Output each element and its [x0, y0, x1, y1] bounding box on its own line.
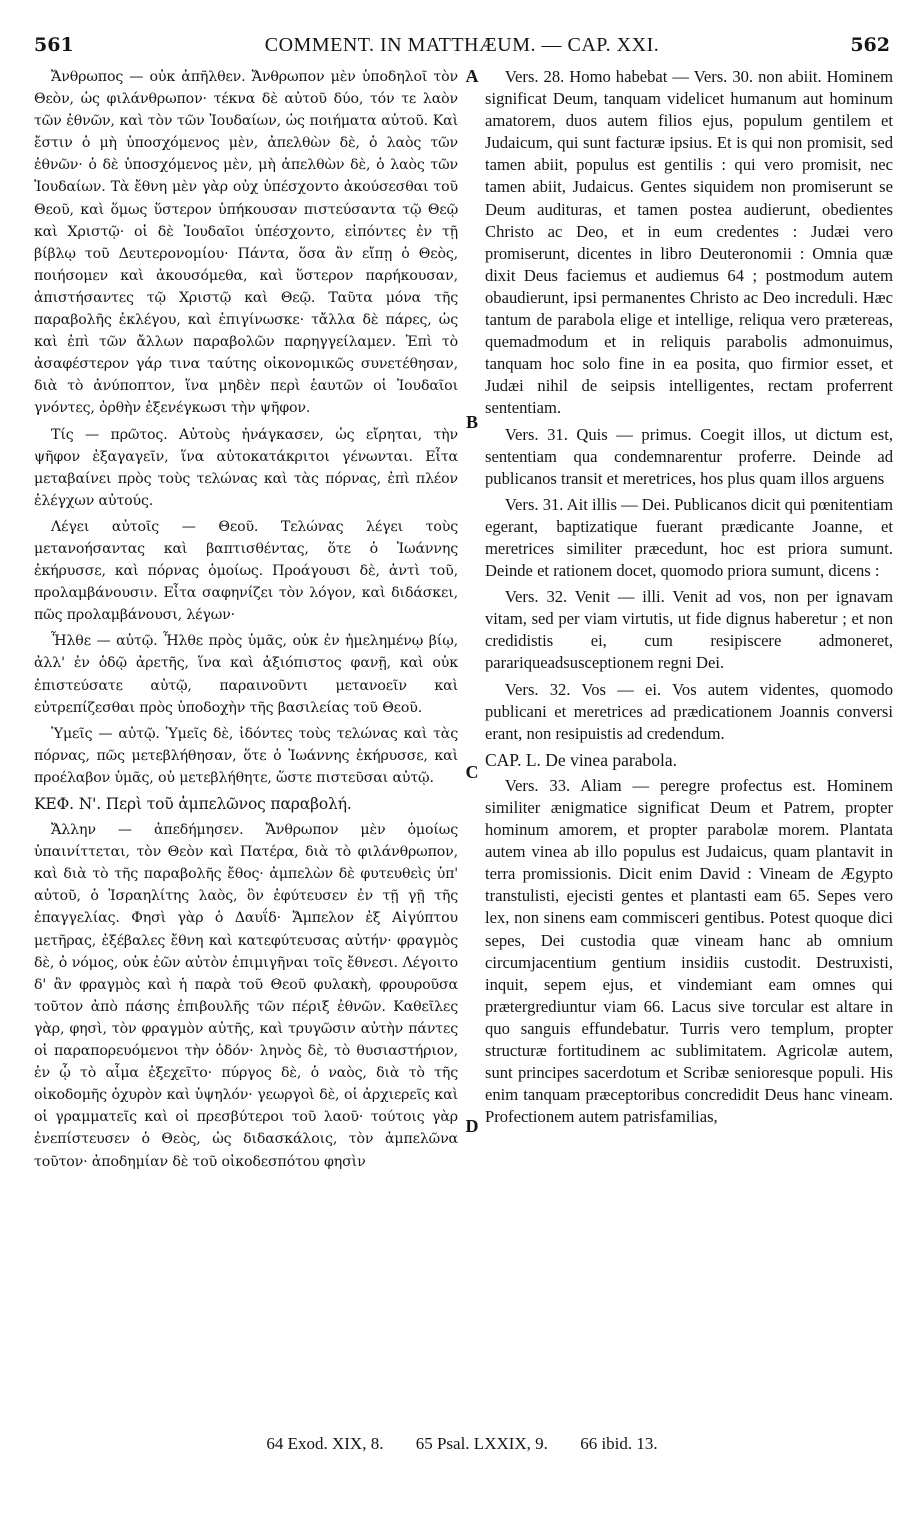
greek-section-heading: ΚΕΦ. Ν'. Περὶ τοῦ ἀμπελῶνος παραβολή. [34, 795, 352, 813]
greek-paragraph: Ἦλθε — αὐτῷ. Ἦλθε πρὸς ὑμᾶς, οὐκ ἐν ἠμελημένῳ βίῳ, ἀλλ' ἐν ὁδῷ ἀρετῆς, ἵνα καὶ ἀξιόπιστος φανῇ, καὶ οὐκ ἐπιστεύσατε αὐτῷ, παραινοῦντι μετανοεῖν καὶ εὐτρεπίζεσθαι πρὸς ὑποδοχὴν τῆς βασιλείας τοῦ Θεοῦ. [34, 633, 458, 716]
greek-paragraph: Ἄνθρωπος — οὐκ ἀπῆλθεν. Ἄνθρωπον μὲν ὑποδηλοῖ τὸν Θεὸν, ὡς φιλάνθρωπον· τέκνα δὲ αὐτοῦ δύο, τόν τε λαὸν τῶν ἐθνῶν, καὶ τὸν τῶν Ἰουδαίων, ὡς ποιήματα αὐτοῦ. Καὶ ἔστιν ὁ μὴ ὑποσχόμενος μὲν, ἀπελθὼν δὲ, ὁ λαὸς τῶν ἐθνῶν· ὁ δὲ ὑποσχόμενος μὲν, μὴ ἀπελθὼν δὲ, ὁ λαὸς τῶν Ἰουδαίων. Τὰ ἔθνη μὲν γὰρ οὐχ ὑπέσχοντο ἀκούσεσθαι τοῦ Θεοῦ, καὶ ὅμως ὕστερον ὑπήκουσαν πιστεύσαντα τῷ Θεῷ καὶ Χριστῷ· οἱ δὲ Ἰουδαῖοι ὑπέσχοντο, εἰπόντες ἐν τῇ βίβλῳ τοῦ Δευτερονομίου· Πάντα, ὅσα ἂν εἴπῃ ὁ Θεὸς, ποιήσομεν καὶ ἀκουσόμεθα, καὶ ὕστερον παρήκουσαν, ἀπιστήσαντες τῷ Χριστῷ καὶ Θεῷ. Ταῦτα μόνα τῆς παραβολῆς ἐκλέγου, καὶ ἐπιγίνωσκε· τἄλλα δὲ πάρες, ὡς καὶ ἐπὶ τῶν ἄλλων παραβολῶν παρηγγείλαμεν. Ἐπὶ τὸ ἀσαφέστερον γάρ τινα ταύτης οἰκονομικῶς συνετέθησαν, διὰ τὸ ἀνύποπτον, ἵνα μηδὲν περὶ ἑαυτῶν οἱ Ἰουδαῖοι γνόντες, ὀρθὴν ἐξενέγκωσι τὴν ψῆφον. [34, 69, 458, 417]
latin-paragraph: Vers. 31. Quis — primus. Coegit illos, ut dictum est, sententiam qua condemnarentur proferre. Deinde ad publicanos transit et meretrices, hos plus quam illos arguens [485, 424, 893, 488]
footnotes [0, 1434, 924, 1454]
footnote: 66 ibid. 13. [580, 1434, 658, 1453]
latin-paragraph: Vers. 32. Vos — ei. Vos autem videntes, quomodo publicani et meretrices ad prædicationem Joannis conversi erant, non resipuistis ad credendum. [485, 679, 893, 743]
margin-letter: B [465, 412, 478, 432]
margin-letter: D [465, 1116, 479, 1136]
latin-paragraph: Vers. 28. Homo habebat — Vers. 30. non abiit. Hominem significat Deum, tanquam videlicet humanum aut hominum amatorem, duos autem filios ejus, populum gentilem et Judaicum, qui sunt facturæ ipsius. Et is qui non promisit, sed tamen abiit, populus est gentilis : qui vero promisit, nec tamen abiit, Judaicus. Gentes siquidem non promiserunt se Deum audituras, et tamen postea audierunt, obedientes Christo ac Deo, et in eum credentes : Judæi vero promiserunt, dicentes in libro Deuteronomii : Omnia quæ dixit Deus faciemus et audiemus 64 ; postmodum autem obaudierunt, ipsi permanentes Christo ac Deo increduli. Hæc tantum de parabola elige et intellige, reliqua vero prætereas, quemadmodum et in reliquis parabolis admonuimus, tanquam hoc solo fine in ea posita, quo firmior esset, et Judæi nihil de seipsis intelligentes, rectam proferrent sententiam. [485, 67, 893, 418]
margin-letters [460, 0, 484, 1540]
footnote: 64 Exod. XIX, 8. [266, 1434, 384, 1453]
greek-paragraph: Ὑμεῖς — αὐτῷ. Ὑμεῖς δὲ, ἰδόντες τοὺς τελώνας καὶ τὰς πόρνας, πῶς μετεβλήθησαν, ὅτε ὁ Ἰωάννης ἐκήρυσσε, καὶ προέλαβον ὑμᾶς, οὐ μετεβλήθητε, ὥστε πιστεῦσαι αὐτῷ. [34, 725, 458, 786]
greek-paragraph: Λέγει αὐτοῖς — Θεοῦ. Τελώνας λέγει τοὺς μετανοήσαντας καὶ βαπτισθέντας, ὅτε ὁ Ἰωάννης ἐκήρυσσε, καὶ πόρνας ὁμοίως. Προάγουσι δὲ, ἀντὶ τοῦ, προλαμβάνουσιν. Εἶτα σαφηνίζει τὸν λόγον, καὶ διδάσκει, πῶς προλαμβάνουσι, λέγων· [34, 518, 458, 624]
latin-paragraph: Vers. 33. Aliam — peregre profectus est. Hominem similiter ænigmatice significat Deum et Patrem, propter hominum amorem, et propter parabolæ morem. Plantata autem vinea ab illo populus est Judaicus, quam plantavit in terra promissionis. Dicit enim David : Vineam de Ægypto transtulisti, ejecisti gentes et plantasti eam 65. Sepes vero lex, non sinens eam commisceri gentibus. Potest quoque dici sepes, Dei custodia quæ vineam hanc ab omnium circumjacentium gentium insidiis custodit. Destruxisti, inquit, sepem ejus, et vindemiant eam omnes qui prætergrediuntur viam 66. Lacus sive torcular est altare in quo sanguis effundebatur. Turris vero templum, propter structuræ fortitudinem ac sublimitatem. Agricolæ autem, sunt principes sacerdotum et Scribæ senioresque populi. His enim tanquam præceptoribus concredidit Deus hanc vineam. Profectionem autem patrisfamilias, [485, 775, 893, 1127]
margin-letter: C [465, 762, 479, 782]
greek-column [34, 66, 458, 1440]
page-number-right: 562 [850, 34, 890, 56]
latin-section-heading: CAP. L. De vinea parabola. [485, 749, 677, 770]
running-title: COMMENT. IN MATTHÆUM. — CAP. XXI. [264, 34, 660, 56]
latin-paragraph: Vers. 32. Venit — illi. Venit ad vos, non per ignavam vitam, sed per viam virtutis, ut fide dignus haberetur ; et non credidistis ei, cum resipiscere admoneret, parariqueadsusceptionem regni Dei. [485, 587, 893, 673]
footnote: 65 Psal. LXXIX, 9. [415, 1434, 548, 1453]
margin-letter: A [465, 66, 479, 86]
greek-paragraph: Ἄλλην — ἀπεδήμησεν. Ἄνθρωπον μὲν ὁμοίως ὑπαινίττεται, τὸν Θεὸν καὶ Πατέρα, διὰ τὸ φιλάνθρωπον, καὶ διὰ τὸ τῆς παραβολῆς ἔθος· ἀμπελὼν δὲ φυτευθεὶς ὑπ' αὐτοῦ, ὁ Ἰσραηλίτης λαὸς, ὃν ἐφύτευσεν ἐν τῇ γῇ τῆς ἐπαγγελίας. Φησὶ γὰρ ὁ Δαυΐδ· Ἄμπελον ἐξ Αἰγύπτου μετῆρας, ἐξέβαλες ἔθνη καὶ κατεφύτευσας αὐτήν· φραγμὸς δὲ, ὁ νόμος, οὐκ ἐῶν αὐτὸν ἐπιμιγῆναι τοῖς ἔθνεσι. Λέγοιτο δ' ἂν φραγμὸς καὶ ἡ παρὰ τοῦ Θεοῦ φυλακὴ, φρουροῦσα τοῦτον ἀπὸ πάσης ἐπιβουλῆς τῶν πέριξ ἐθνῶν. Καθεῖλες γὰρ, φησὶ, τὸν φραγμὸν αὐτῆς, καὶ τρυγῶσιν αὐτὴν πάντες οἱ παραπορευόμενοι τὴν ὁδόν· ληνὸς δὲ, τὸ θυσιαστήριον, ἐν ᾧ τὸ αἷμα ἐξεχεῖτο· πύργος δὲ, ὁ ναὸς, διὰ τὸ τῆς οἰκοδομῆς ὀχυρὸν καὶ ὑψηλόν· γεωργοὶ δὲ, οἱ ἀρχιερεῖς καὶ οἱ γραμματεῖς καὶ οἱ πρεσβύτεροι τοῦ λαοῦ· τούτοις γὰρ ἐνεπίστευσεν ὁ Θεὸς, ὡς διδασκάλοις, τὸν ἀμπελῶνα τοῦτον· ἀποδημίαν δὲ τοῦ οἰκοδεσπότου φησὶν [34, 822, 458, 1170]
greek-paragraph: Τίς — πρῶτος. Αὐτοὺς ἠνάγκασεν, ὡς εἴρηται, τὴν ψῆφον ἐξαγαγεῖν, ἵνα αὐτοκατάκριτοι γένωνται. Εἶτα μεταβαίνει πρὸς τοὺς τελώνας καὶ τὰς πόρνας, ἐπὶ πλέον ἐλέγχων αὐτούς. [34, 426, 458, 509]
page-number-left: 561 [34, 34, 74, 56]
latin-column [485, 66, 893, 1440]
latin-paragraph: Vers. 31. Ait illis — Dei. Publicanos dicit qui pœnitentiam egerant, baptizatique fuerant prædicante Joanne, et meretrices similiter præcedunt, hoc est priora sumunt. Deinde et rationem docet, quomodo priora sumunt, dicens : [485, 494, 893, 581]
